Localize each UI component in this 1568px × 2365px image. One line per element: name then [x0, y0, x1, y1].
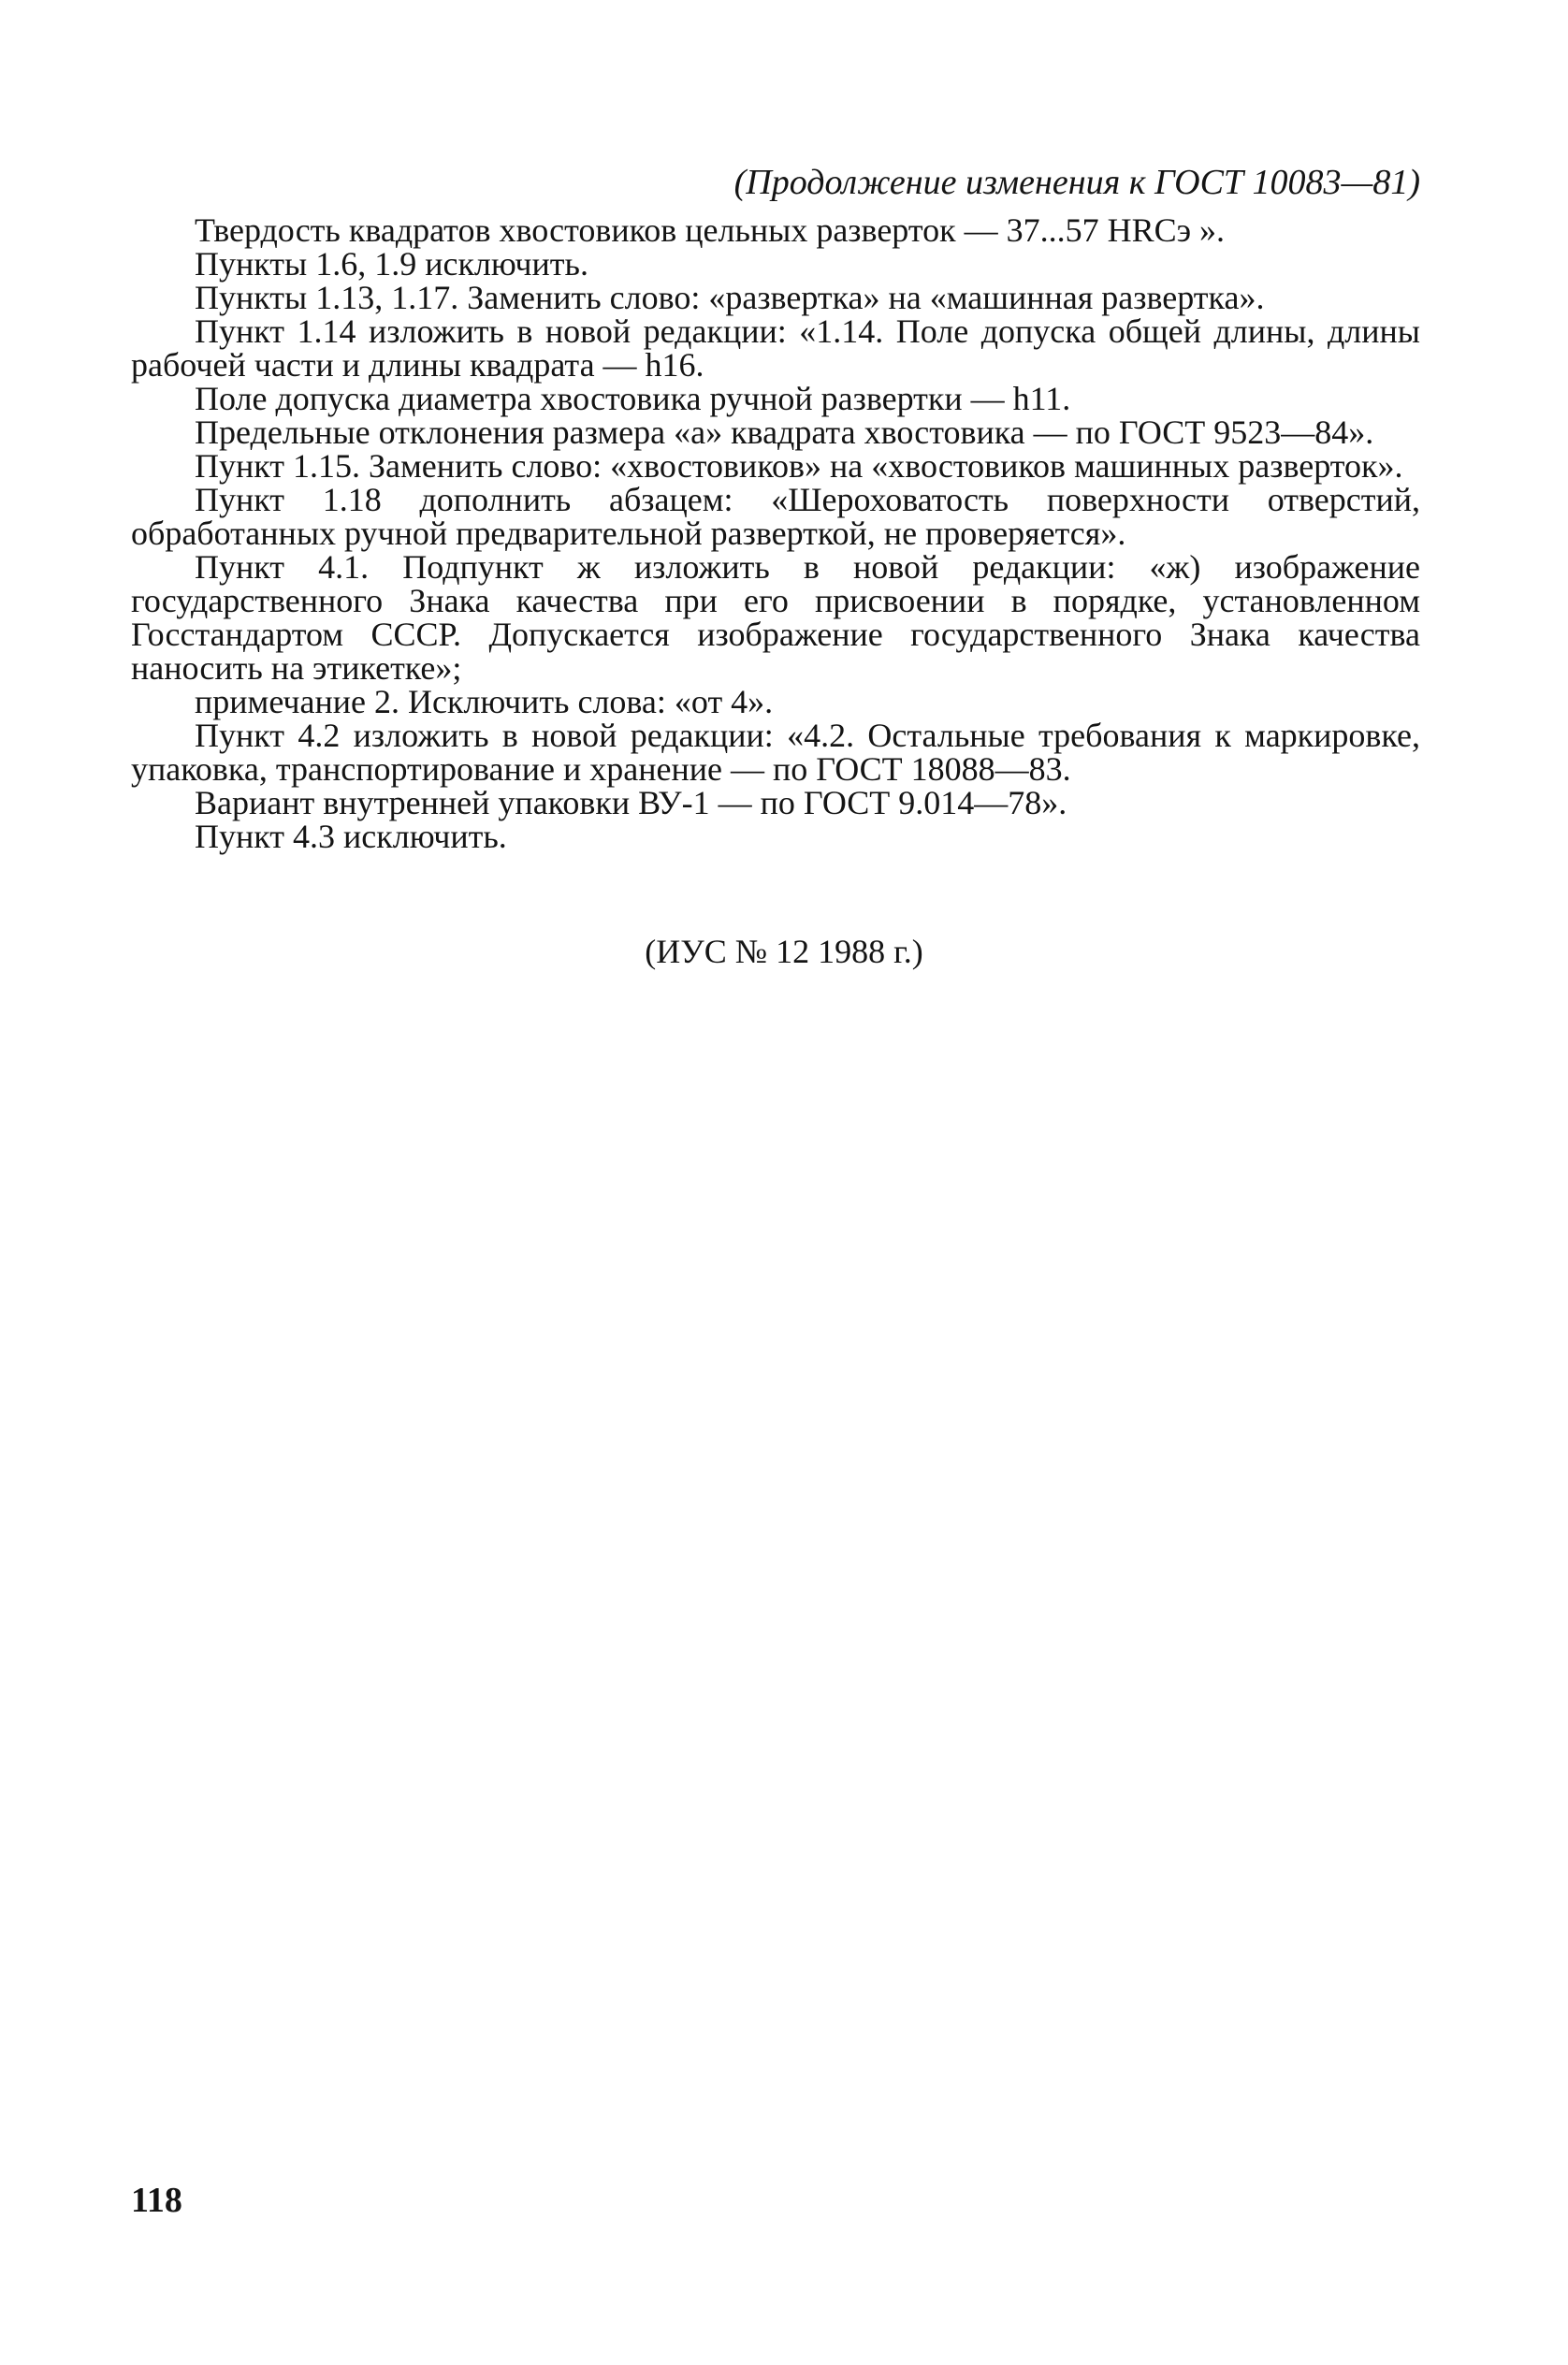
page-number: 118	[131, 2181, 182, 2220]
paragraph-item-1-14: Пункт 1.14 изложить в новой редакции: «1.14. Поле допуска общей длины, длины рабочей части и длины квадрата — h16.	[131, 312, 1420, 384]
paragraph-items-1-13: Пункты 1.13, 1.17. Заменить слово: «развертка» на «машинная развертка».	[195, 279, 1265, 316]
paragraph-packaging-variant: Вариант внутренней упаковки ВУ-1 — по ГОСТ 9.014—78».	[195, 784, 1067, 821]
paragraph-hardness: Твердость квадратов хвостовиков цельных разверток — 37...57 HRCэ ».	[195, 211, 1226, 249]
paragraph-item-4-1: Пункт 4.1. Подпункт ж изложить в новой редакции: «ж) изображение государственного Знака качества при его присвоении в порядке, установленном Госстандартом СССР. Допускается изображение государственного Знака качества наносить на этикетке»;	[131, 548, 1420, 687]
paragraph-items-1-6: Пункты 1.6, 1.9 исключить.	[195, 245, 588, 283]
ius-reference: (ИУС № 12 1988 г.)	[645, 933, 923, 970]
paragraph-item-4-3: Пункт 4.3 исключить.	[195, 818, 507, 855]
paragraph-shank-tolerance: Поле допуска диаметра хвостовика ручной развертки — h11.	[195, 380, 1071, 417]
continuation-header: (Продолжение изменения к ГОСТ 10083—81)	[733, 163, 1420, 202]
amendment-text	[131, 213, 1420, 853]
paragraph-limit-deviations: Предельные отклонения размера «а» квадрата хвостовика — по ГОСТ 9523—84».	[195, 414, 1374, 451]
paragraph-item-1-18: Пункт 1.18 дополнить абзацем: «Шероховатость поверхности отверстий, обработанных ручной предварительной разверткой, не проверяется».	[131, 481, 1420, 552]
paragraph-note-2: примечание 2. Исключить слова: «от 4».	[195, 683, 774, 720]
paragraph-item-4-2: Пункт 4.2 изложить в новой редакции: «4.2. Остальные требования к маркировке, упаковка, транспортирование и хранение — по ГОСТ 18088—83.	[131, 717, 1420, 788]
paragraph-item-1-15: Пункт 1.15. Заменить слово: «хвостовиков» на «хвостовиков машинных разверток».	[195, 447, 1403, 485]
